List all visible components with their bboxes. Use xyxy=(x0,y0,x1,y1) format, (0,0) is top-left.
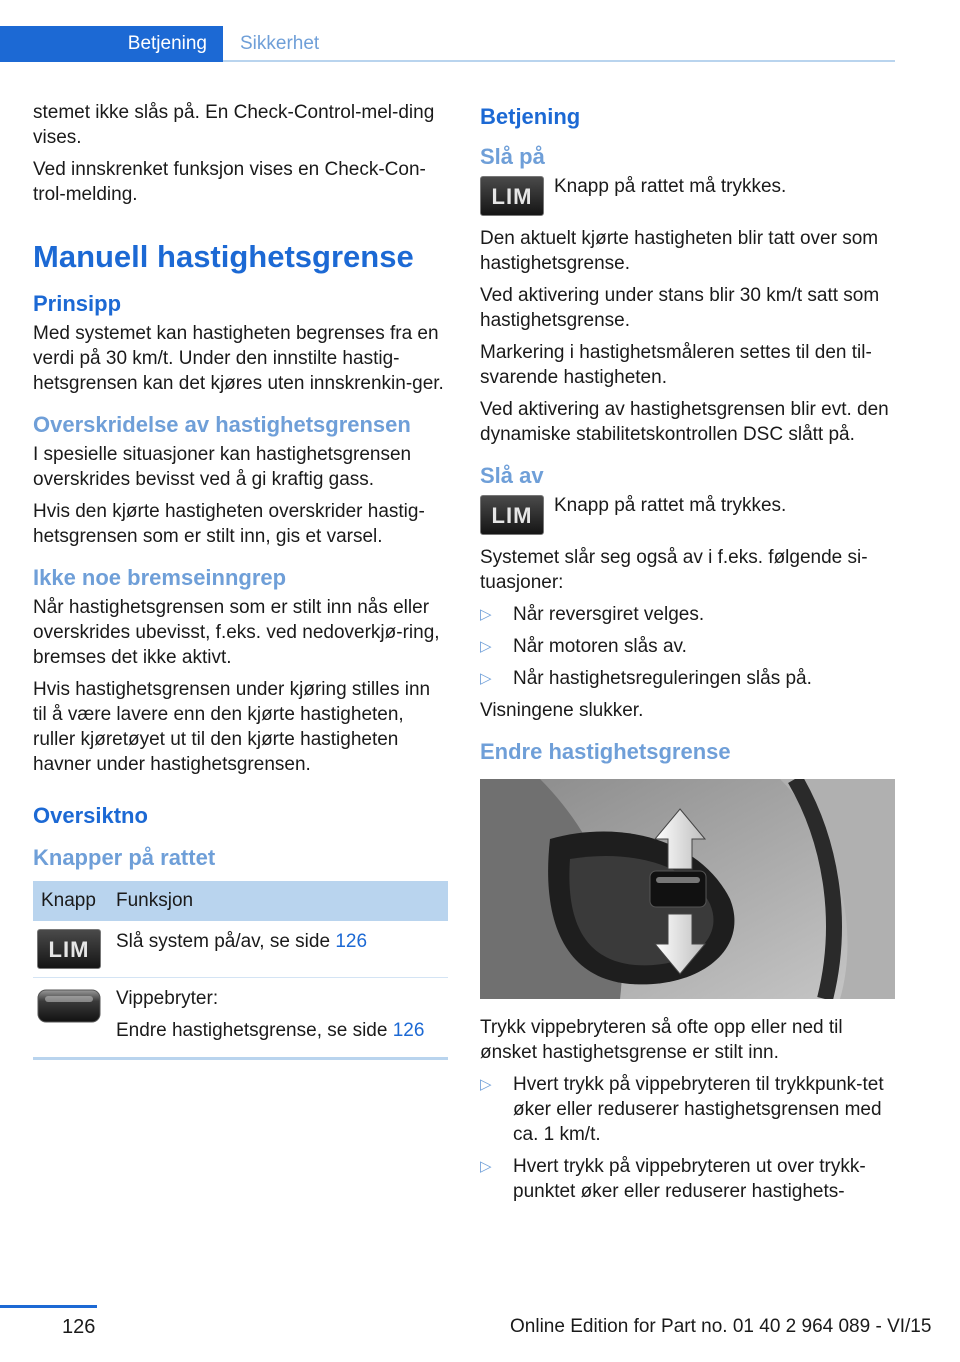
page-number: 126 xyxy=(62,1316,96,1338)
list-item: ▷ Når hastighetsreguleringen slås på. xyxy=(480,666,895,691)
table-header-knapp: Knapp xyxy=(33,881,108,921)
left-column xyxy=(33,100,448,1060)
table-header-funksjon: Funksjon xyxy=(108,881,448,921)
list-item: ▷ Når reversgiret velges. xyxy=(480,602,895,627)
subsection-title: Endre hastighetsgrense xyxy=(480,739,731,764)
subsection-title: Slå av xyxy=(480,463,544,488)
paragraph: stemet ikke slås på. En Check-Control-mel-ding vises. xyxy=(33,102,435,148)
subsection-title: Oversiktno xyxy=(33,803,148,828)
paragraph: I spesielle situasjoner kan hastighetsgrensen overskrides bevisst ved å gi kraftig gass. xyxy=(33,444,412,490)
steering-wheel-photo xyxy=(480,779,895,999)
rocker-switch-icon xyxy=(37,986,101,1026)
tab-sikkerhet[interactable]: Sikkerhet xyxy=(240,33,320,54)
row-text: Endre hastighetsgrense, se side xyxy=(116,1020,393,1041)
paragraph: Med systemet kan hastigheten begrenses fra en verdi på 30 km/t. Under den innstilte hastig-hetsgrensen kan det kjøres uten innskrenkin-ger. xyxy=(33,323,444,394)
bullet-list xyxy=(480,602,895,691)
section-title: Manuell hastighetsgrense xyxy=(33,239,414,274)
list-item: ▷ Hvert trykk på vippebryteren ut over trykk-punktet øker eller reduserer hastighets- xyxy=(480,1154,895,1204)
paragraph: Ved aktivering under stans blir 30 km/t satt som hastighetsgrense. xyxy=(480,285,880,331)
row-text: Vippebryter: xyxy=(116,988,219,1009)
table-row xyxy=(33,921,448,978)
tab-betjening[interactable]: Betjening xyxy=(0,26,223,62)
paragraph: Visningene slukker. xyxy=(480,700,644,721)
lim-button-icon: LIM xyxy=(37,929,101,969)
buttons-table xyxy=(33,881,448,1060)
paragraph: Knapp på rattet må trykkes. xyxy=(554,495,787,516)
page-link[interactable]: 126 xyxy=(392,1020,425,1041)
paragraph: Knapp på rattet må trykkes. xyxy=(554,176,787,197)
paragraph: Når hastighetsgrensen som er stilt inn nås eller overskrides ubevisst, f.eks. ved nedoverkjø-ring, bremses det ikke aktivt. xyxy=(33,597,440,668)
paragraph: Ved innskrenket funksjon vises en Check-Con-trol-melding. xyxy=(33,159,426,205)
table-row xyxy=(33,978,448,1059)
subsection-title: Ikke noe bremseinngrep xyxy=(33,565,287,590)
subsection-title: Prinsipp xyxy=(33,291,122,316)
button-instruction xyxy=(480,174,895,216)
lim-button-icon: LIM xyxy=(480,176,544,216)
row-text: Slå system på/av, se side xyxy=(116,931,336,952)
edition-note: Online Edition for Part no. 01 40 2 964 089 - VI/15 xyxy=(510,1316,932,1337)
header-tabs xyxy=(0,26,895,62)
paragraph: Hvis hastighetsgrensen under kjøring stilles inn til å være lavere enn den kjørte hastigheten, ruller kjøretøyet ut til den kjørte hastigheten havner under hastighetsgrensen. xyxy=(33,679,431,775)
paragraph: Den aktuelt kjørte hastigheten blir tatt over som hastighetsgrense. xyxy=(480,228,879,274)
subsection-title: Overskridelse av hastighetsgrensen xyxy=(33,412,411,437)
list-item: ▷ Når motoren slås av. xyxy=(480,634,895,659)
paragraph: Systemet slår seg også av i f.eks. følgende si-tuasjoner: xyxy=(480,547,868,593)
paragraph: Ved aktivering av hastighetsgrensen blir evt. den dynamiske stabilitetskontrollen DSC slått på. xyxy=(480,399,889,445)
lim-button-icon: LIM xyxy=(480,495,544,535)
subsection-title: Knapper på rattet xyxy=(33,845,216,870)
page-link[interactable]: 126 xyxy=(335,931,368,952)
paragraph: Trykk vippebryteren så ofte opp eller ned til ønsket hastighetsgrense er stilt inn. xyxy=(480,1017,843,1063)
list-item: ▷ Hvert trykk på vippebryteren til trykkpunk-tet øker eller reduserer hastighetsgrensen med ca. 1 km/t. xyxy=(480,1072,895,1147)
paragraph: Markering i hastighetsmåleren settes til den til-svarende hastigheten. xyxy=(480,342,872,388)
subsection-title: Slå på xyxy=(480,144,545,169)
footer-rule xyxy=(0,1305,97,1308)
subsection-title: Betjening xyxy=(480,104,581,129)
button-instruction xyxy=(480,493,895,535)
right-column xyxy=(480,100,895,1211)
bullet-list xyxy=(480,1072,895,1204)
paragraph: Hvis den kjørte hastigheten overskrider hastig-hetsgrensen som er stilt inn, gis et varsel. xyxy=(33,501,425,547)
